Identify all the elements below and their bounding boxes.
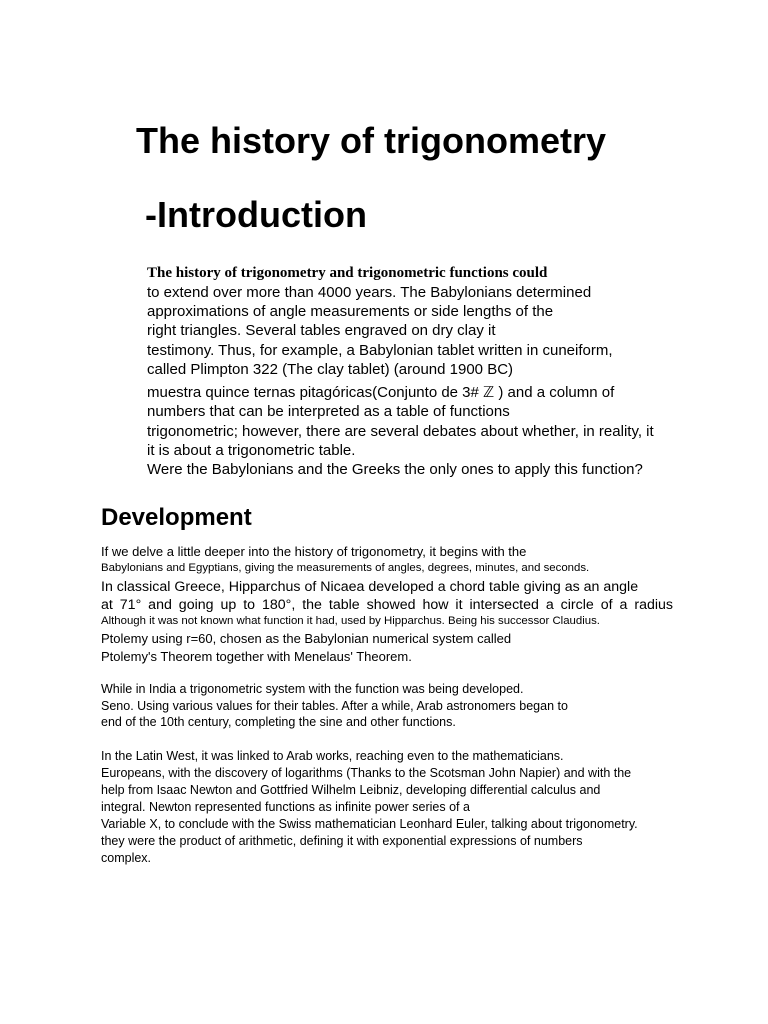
intro-lead-line: The history of trigonometry and trigonometric functions could	[147, 265, 548, 281]
intro-line: testimony. Thus, for example, a Babylonian tablet written in cuneiform,	[147, 342, 613, 359]
development-line: complex.	[101, 851, 152, 865]
intro-line: trigonometric; however, there are several debates about whether, in reality, it	[147, 423, 654, 440]
development-line: at 71° and going up to 180°, the table showed how it intersected a circle of a radius	[101, 597, 673, 613]
development-line: In classical Greece, Hipparchus of Nicaea developed a chord table giving as an angle	[101, 579, 639, 595]
development-line: help from Isaac Newton and Gottfried Wilhelm Leibniz, developing differential calculus and	[101, 783, 601, 797]
intro-line: muestra quince ternas pitagóricas(Conjunto de 3# ℤ ) and a column of	[147, 384, 615, 401]
development-line: Although it was not known what function it had, used by Hipparchus. Being his successor Claudius.	[101, 615, 600, 627]
development-line: Ptolemy using r=60, chosen as the Babylonian numerical system called	[101, 631, 512, 646]
development-line: Babylonians and Egyptians, giving the measurements of angles, degrees, minutes, and seconds.	[101, 562, 590, 574]
development-line: While in India a trigonometric system with the function was being developed.	[101, 682, 524, 696]
development-line: Variable X, to conclude with the Swiss mathematician Leonhard Euler, talking about trigonometry.	[101, 817, 638, 831]
development-line: integral. Newton represented functions as infinite power series of a	[101, 800, 470, 814]
introduction-heading: -Introduction	[145, 194, 367, 235]
development-line: end of the 10th century, completing the sine and other functions.	[101, 715, 456, 729]
development-heading: Development	[101, 504, 252, 531]
development-line: Ptolemy's Theorem together with Menelaus' Theorem.	[101, 649, 412, 664]
intro-line: numbers that can be interpreted as a table of functions	[147, 403, 510, 420]
development-line: Europeans, with the discovery of logarithms (Thanks to the Scotsman John Napier) and with the	[101, 766, 632, 780]
document-title: The history of trigonometry	[136, 120, 607, 161]
intro-line: it is about a trigonometric table.	[147, 442, 356, 459]
intro-line: approximations of angle measurements or side lengths of the	[147, 303, 554, 320]
development-line: In the Latin West, it was linked to Arab works, reaching even to the mathematicians.	[101, 749, 564, 763]
intro-line: Were the Babylonians and the Greeks the only ones to apply this function?	[147, 461, 643, 478]
intro-line: called Plimpton 322 (The clay tablet) (around 1900 BC)	[147, 361, 514, 378]
intro-line: to extend over more than 4000 years. The Babylonians determined	[147, 284, 592, 301]
intro-line: right triangles. Several tables engraved on dry clay it	[147, 322, 496, 339]
development-line: If we delve a little deeper into the history of trigonometry, it begins with the	[101, 544, 527, 559]
development-line: they were the product of arithmetic, defining it with exponential expressions of numbers	[101, 834, 583, 848]
development-line: Seno. Using various values for their tables. After a while, Arab astronomers began to	[101, 699, 568, 713]
